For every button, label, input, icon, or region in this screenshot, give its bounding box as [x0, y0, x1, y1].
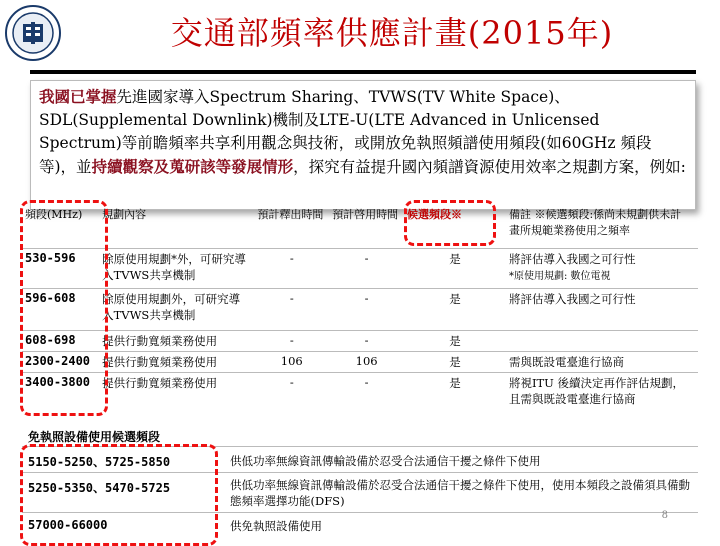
table-row [22, 373, 698, 413]
band-column-highlight [20, 200, 108, 416]
license-free-title: 免執照設備使用候選頻段 [28, 430, 161, 444]
title-rule [30, 70, 696, 74]
row-start: - [329, 289, 404, 331]
row-start: - [329, 249, 404, 289]
table-row [22, 249, 698, 289]
row-candidate: 是 [404, 289, 506, 331]
header-start: 預計啓用時間 [332, 208, 399, 221]
header-release: 預計釋出時間 [257, 208, 324, 221]
row-note-sub: *原使用規劃: 數位電視 [508, 271, 611, 282]
intro-text-2: ，探究有益提升國內頻譜資源使用效率之規劃方案，例如: [293, 158, 686, 176]
header-note [506, 204, 698, 249]
row-band: 2300-2400 [22, 352, 99, 373]
row-note: 將視ITU 後續決定再作評估規劃，且需與既設電臺進行協商 [506, 373, 698, 413]
license-free-band: 57000-66000 [28, 518, 108, 532]
row-candidate: 是 [404, 373, 506, 413]
header-band: 頻段(MHz) [25, 208, 83, 221]
header-note-line1: 備註 ※候選頻段:係尚未規劃供未計 [508, 208, 682, 221]
intro-text-1: 先進國家導入Spectrum Sharing、TVWS(TV White Space)、SDL(Supplemental Downlink)機制及LTE-U(LTE Advanced in Unlicensed Spectrum)等前瞻頻率共享利用觀念與技術，或開放免執照頻譜使用頻段(如60GHz 頻段等)，並 [39, 88, 652, 176]
row-band: 596-608 [22, 289, 99, 331]
row-candidate: 是 [404, 249, 506, 289]
row-release: - [254, 249, 329, 289]
header-plan: 規劃內容 [102, 208, 147, 221]
row-start: - [329, 331, 404, 352]
row-note [506, 249, 698, 289]
intro-highlight-1: 我國已掌握 [39, 87, 117, 106]
license-free-band: 5150-5250、5725-5850 [28, 455, 171, 469]
row-plan: 提供行動寬頻業務使用 [99, 373, 254, 413]
row-plan: 除原使用規劃外，可研究導入TVWS共享機制 [99, 289, 254, 331]
ministry-seal-logo [4, 4, 62, 62]
license-free-desc: 供低功率無線資訊傳輸設備於忍受合法通信干擾之條件下使用 [230, 454, 541, 468]
table-row [22, 352, 698, 373]
table-row [22, 289, 698, 331]
intro-box [30, 80, 696, 210]
candidate-header-highlight [404, 200, 496, 246]
row-note: 需與既設電臺進行協商 [506, 352, 698, 373]
row-release: - [254, 373, 329, 413]
row-start: - [329, 373, 404, 413]
table-row [22, 331, 698, 352]
license-free-band-highlight [20, 444, 218, 546]
row-band: 3400-3800 [22, 373, 99, 413]
row-plan: 提供行動寬頻業務使用 [99, 331, 254, 352]
row-note: 將評估導入我國之可行性 [506, 289, 698, 331]
table-header-row [22, 204, 698, 249]
license-free-desc: 供免執照設備使用 [230, 519, 322, 533]
row-start: 106 [329, 352, 404, 373]
frequency-plan-table [22, 204, 698, 413]
header-candidate: 候選頻段※ [407, 208, 463, 221]
row-note-text: 將評估導入我國之可行性 [508, 252, 636, 266]
row-release: - [254, 289, 329, 331]
row-plan: 提供行動寬頻業務使用 [99, 352, 254, 373]
page-title: 交通部頻率供應計畫(2015年) [170, 14, 614, 52]
row-band: 608-698 [22, 331, 99, 352]
license-free-band: 5250-5350、5470-5725 [28, 481, 171, 495]
page-number: 8 [661, 510, 668, 521]
row-release: - [254, 331, 329, 352]
row-plan: 除原使用規劃*外，可研究導入TVWS共享機制 [99, 249, 254, 289]
header-note-line2: 畫所規範業務使用之頻率 [508, 224, 630, 237]
intro-highlight-2: 持續觀察及蒐研該等發展情形 [91, 157, 294, 176]
license-free-desc: 供低功率無線資訊傳輸設備於忍受合法通信干擾之條件下使用，使用本頻段之設備須具備動態頻率選擇功能(DFS) [230, 478, 690, 508]
row-release: 106 [254, 352, 329, 373]
row-candidate: 是 [404, 331, 506, 352]
row-note [506, 331, 698, 352]
row-candidate: 是 [404, 352, 506, 373]
row-band: 530-596 [22, 249, 99, 289]
